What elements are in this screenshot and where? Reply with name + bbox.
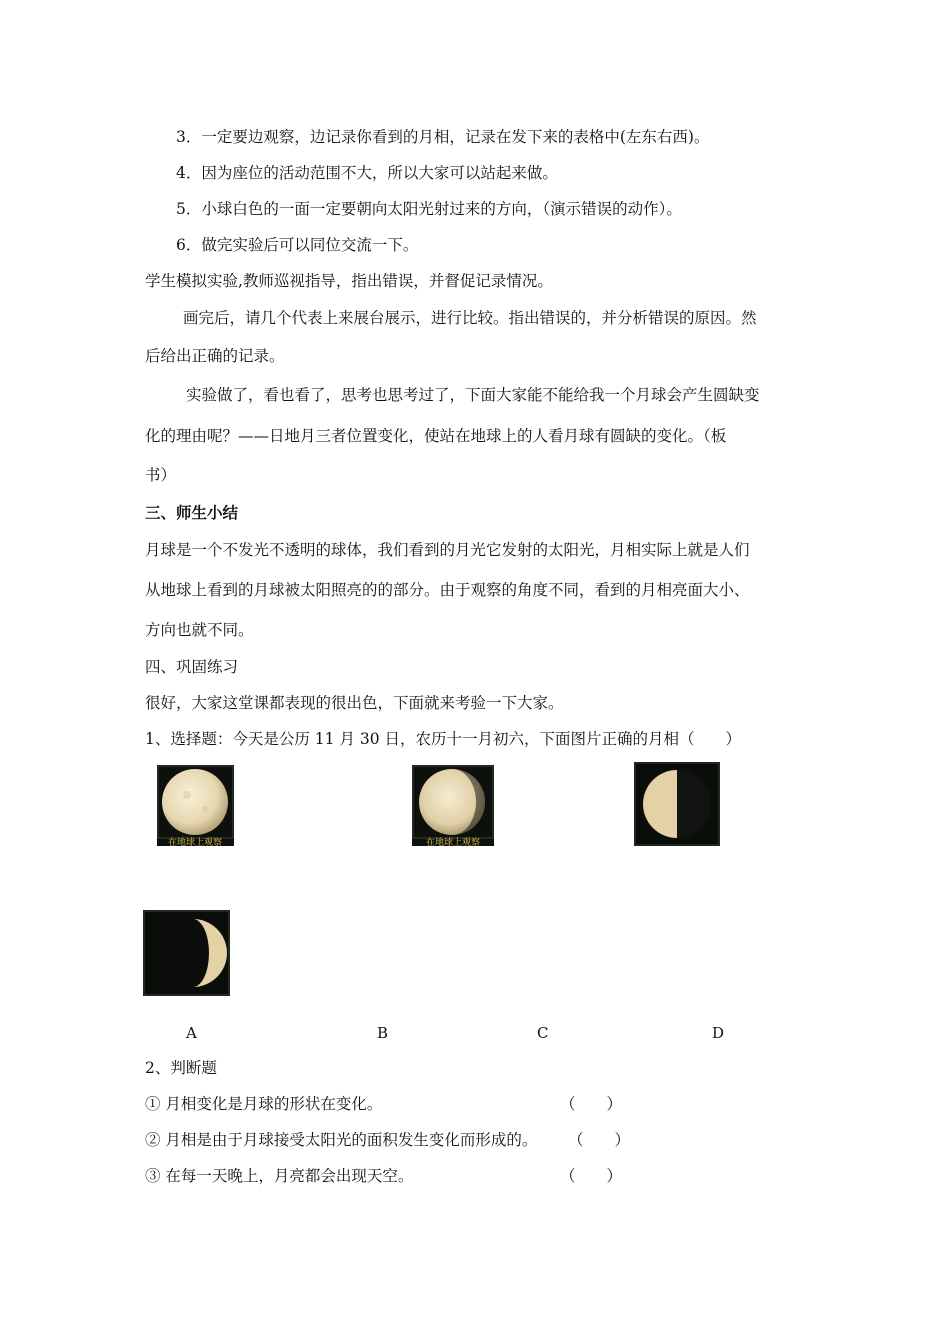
image-b-caption: 在地球上观察: [425, 838, 481, 846]
option-c-label: C: [537, 1024, 549, 1042]
judgment-1-text: ① 月相变化是月球的形状在变化。: [145, 1095, 383, 1113]
paragraph-display-line-1: 画完后，请几个代表上来展台展示，进行比较。指出错误的，并分析错误的原因。然: [183, 309, 757, 327]
question-1: 1、选择题：今天是公历 11 月 30 日，农历十一月初六，下面图片正确的月相（ ）: [145, 730, 742, 748]
judgment-2-blank: （ ）: [568, 1131, 631, 1149]
paragraph-display-line-2: 后给出正确的记录。: [145, 347, 285, 365]
option-b-label: B: [377, 1024, 389, 1042]
question-2-title: 2、判断题: [145, 1059, 217, 1077]
section-3-title: 三、师生小结: [145, 503, 239, 522]
summary-line-1: 月球是一个不发光不透明的球体，我们看到的月光它发射的太阳光，月相实际上就是人们: [145, 541, 750, 559]
paragraph-reason-line-1: 实验做了，看也看了，思考也思考过了，下面大家能不能给我一个月球会产生圆缺变: [186, 386, 760, 404]
option-d-label: D: [712, 1024, 725, 1042]
section-4-title: 四、巩固练习: [145, 658, 239, 676]
judgment-3-text: ③ 在每一天晚上，月亮都会出现天空。: [145, 1167, 414, 1185]
paragraph-reason-line-2: 化的理由呢？——日地月三者位置变化，使站在地球上的人看月球有圆缺的变化。（板: [145, 427, 727, 445]
step-3: 3．一定要边观察，边记录你看到的月相，记录在发下来的表格中(左东右西)。: [176, 128, 710, 146]
moon-image-c: [634, 762, 720, 846]
judgment-3-blank: （ ）: [560, 1167, 623, 1185]
paragraph-reason-line-3: 书）: [145, 466, 177, 484]
summary-line-3: 方向也就不同。: [145, 621, 254, 639]
moon-image-a: [157, 765, 234, 846]
step-4: 4．因为座位的活动范围不大，所以大家可以站起来做。: [176, 164, 558, 182]
practice-intro: 很好，大家这堂课都表现的很出色，下面就来考验一下大家。: [145, 694, 564, 712]
judgment-2-text: ② 月相是由于月球接受太阳光的面积发生变化而形成的。: [145, 1131, 538, 1149]
image-a-caption: 在地球上观察: [167, 838, 223, 846]
judgment-1-blank: （ ）: [560, 1095, 623, 1113]
moon-image-b: [412, 765, 494, 846]
option-a-label: A: [186, 1024, 197, 1042]
moon-image-d: [143, 910, 230, 996]
step-5: 5．小球白色的一面一定要朝向太阳光射过来的方向，（演示错误的动作）。: [176, 200, 682, 218]
summary-line-2: 从地球上看到的月球被太阳照亮的的部分。由于观察的角度不同，看到的月相亮面大小、: [145, 581, 750, 599]
paragraph-student-experiment: 学生模拟实验,教师巡视指导，指出错误，并督促记录情况。: [145, 272, 553, 290]
step-6: 6．做完实验后可以同位交流一下。: [176, 236, 419, 254]
